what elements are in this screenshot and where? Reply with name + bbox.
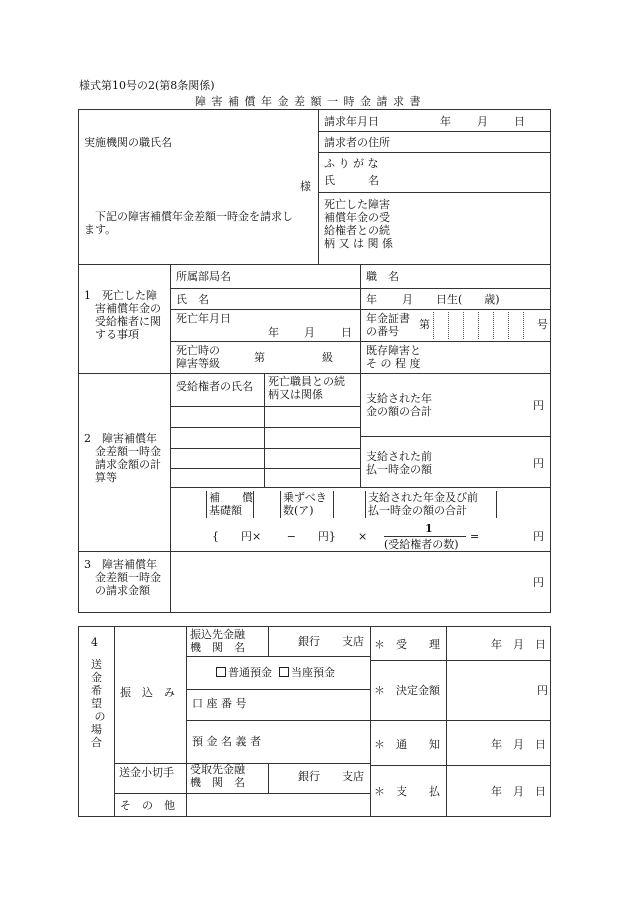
cert-dai: 第 bbox=[419, 318, 430, 331]
transfer-label: 振 込 み bbox=[120, 686, 175, 699]
form-title: 障 害 補 償 年 金 差 額 一 時 金 請 求 書 bbox=[195, 95, 422, 108]
other-label: そ の 他 bbox=[120, 799, 175, 812]
formula-equals: = bbox=[470, 530, 480, 543]
agency-label: 実施機関の職氏名 bbox=[84, 136, 172, 149]
cert-go: 号 bbox=[537, 318, 548, 331]
receipt-date: 年 月 日 bbox=[491, 638, 546, 651]
fraction-denominator: (受給権者の数) bbox=[384, 538, 459, 551]
payment-date: 年 月 日 bbox=[491, 785, 546, 798]
check-bank-value: 銀行 支店 bbox=[298, 770, 364, 783]
death-day-unit: 日 bbox=[341, 326, 352, 339]
fraction-numerator: 1 bbox=[425, 522, 433, 535]
form-number: 様式第10号の2(第8条関係) bbox=[79, 79, 215, 92]
pension-cert-label: 年金証書 の番号 bbox=[366, 312, 410, 338]
check-bank-label: 受取先金融 機 関 名 bbox=[190, 763, 245, 789]
paid-advance-label: 支給された前 払一時金の額 bbox=[366, 450, 432, 476]
furigana-label: ふ り が な bbox=[324, 157, 379, 170]
grade-kyu: 級 bbox=[322, 351, 333, 364]
birth-month-unit: 月 bbox=[402, 293, 413, 306]
name-label: 氏 名 bbox=[324, 174, 379, 187]
section2-heading: 2 障害補償年 金差額一時金 請求金額の計 算等 bbox=[84, 432, 161, 484]
notice-label: ＊ 通 知 bbox=[374, 738, 440, 751]
date-day-unit: 日 bbox=[514, 115, 525, 128]
formula-times: × bbox=[358, 530, 368, 543]
address-label: 請求者の住所 bbox=[324, 136, 390, 149]
request-text: 下記の障害補償年金差額一時金を請求し ます。 bbox=[84, 210, 293, 236]
claim-yen: 円 bbox=[533, 576, 544, 589]
formula-left: { 円× − 円} bbox=[212, 530, 336, 543]
sama-label: 様 bbox=[300, 180, 311, 193]
birth-year-unit: 年 bbox=[366, 293, 377, 306]
section3-heading: 3 障害補償年 金差額一時金 の請求金額 bbox=[84, 558, 161, 597]
relation-col: 死亡職員との続 柄又は関係 bbox=[268, 375, 345, 401]
transfer-bank-value: 銀行 支店 bbox=[298, 635, 364, 648]
grade-dai: 第 bbox=[254, 351, 265, 364]
formula-yen: 円 bbox=[533, 530, 544, 543]
death-date-label: 死亡年月日 bbox=[176, 312, 231, 325]
current-deposit-label: 当座預金 bbox=[291, 666, 335, 679]
ordinary-deposit-label: 普通預金 bbox=[228, 666, 272, 679]
request-date-label: 請求年月日 bbox=[324, 115, 379, 128]
paid-pension-label: 支給された年 金の額の合計 bbox=[366, 392, 432, 418]
current-deposit-checkbox[interactable] bbox=[279, 667, 289, 677]
date-month-unit: 月 bbox=[477, 115, 488, 128]
dept-label: 所属部局名 bbox=[176, 270, 231, 283]
notice-date: 年 月 日 bbox=[491, 738, 546, 751]
decision-label: ＊ 決定金額 bbox=[374, 684, 440, 697]
base-amount-label: 補 償 基礎額 bbox=[209, 491, 253, 517]
existing-disability-label: 既存障害と そ の 程 度 bbox=[366, 344, 421, 370]
decision-yen: 円 bbox=[537, 684, 548, 697]
remit-heading: 送 金 希 望 の 場 合 bbox=[91, 658, 106, 749]
transfer-bank-label: 振込先金融 機 関 名 bbox=[190, 628, 245, 654]
check-label: 送金小切手 bbox=[119, 766, 174, 779]
beneficiary-name-col: 受給権者の氏名 bbox=[176, 380, 253, 393]
account-number-label: 口 座 番 号 bbox=[192, 697, 247, 710]
deposit-type-options bbox=[216, 666, 335, 679]
section1-heading: 1 死亡した障 害補償年金の 受給権者に関 する事項 bbox=[84, 289, 161, 341]
date-year-unit: 年 bbox=[440, 115, 451, 128]
payment-label: ＊ 支 払 bbox=[374, 785, 440, 798]
death-year-unit: 年 bbox=[268, 326, 279, 339]
relation-label: 死亡した障害 補償年金の受 給権者との続 柄 又 は 関 係 bbox=[324, 198, 393, 250]
receipt-label: ＊ 受 理 bbox=[374, 638, 440, 651]
ordinary-deposit-checkbox[interactable] bbox=[216, 667, 226, 677]
post-label: 職 名 bbox=[366, 270, 399, 283]
account-holder-label: 預 金 名 義 者 bbox=[192, 735, 261, 748]
deceased-name-label: 氏 名 bbox=[176, 293, 209, 306]
death-month-unit: 月 bbox=[304, 326, 315, 339]
paid-advance-yen: 円 bbox=[533, 457, 544, 470]
total-paid-label: 支給された年金及び前 払一時金の額の合計 bbox=[368, 491, 478, 517]
remit-number: 4 bbox=[91, 636, 98, 649]
multiplier-label: 乗ずべき 数(ア) bbox=[283, 491, 327, 517]
grade-label: 死亡時の 障害等級 bbox=[176, 344, 220, 370]
birth-day-age: 日生( 歳) bbox=[436, 293, 500, 306]
paid-pension-yen: 円 bbox=[533, 399, 544, 412]
